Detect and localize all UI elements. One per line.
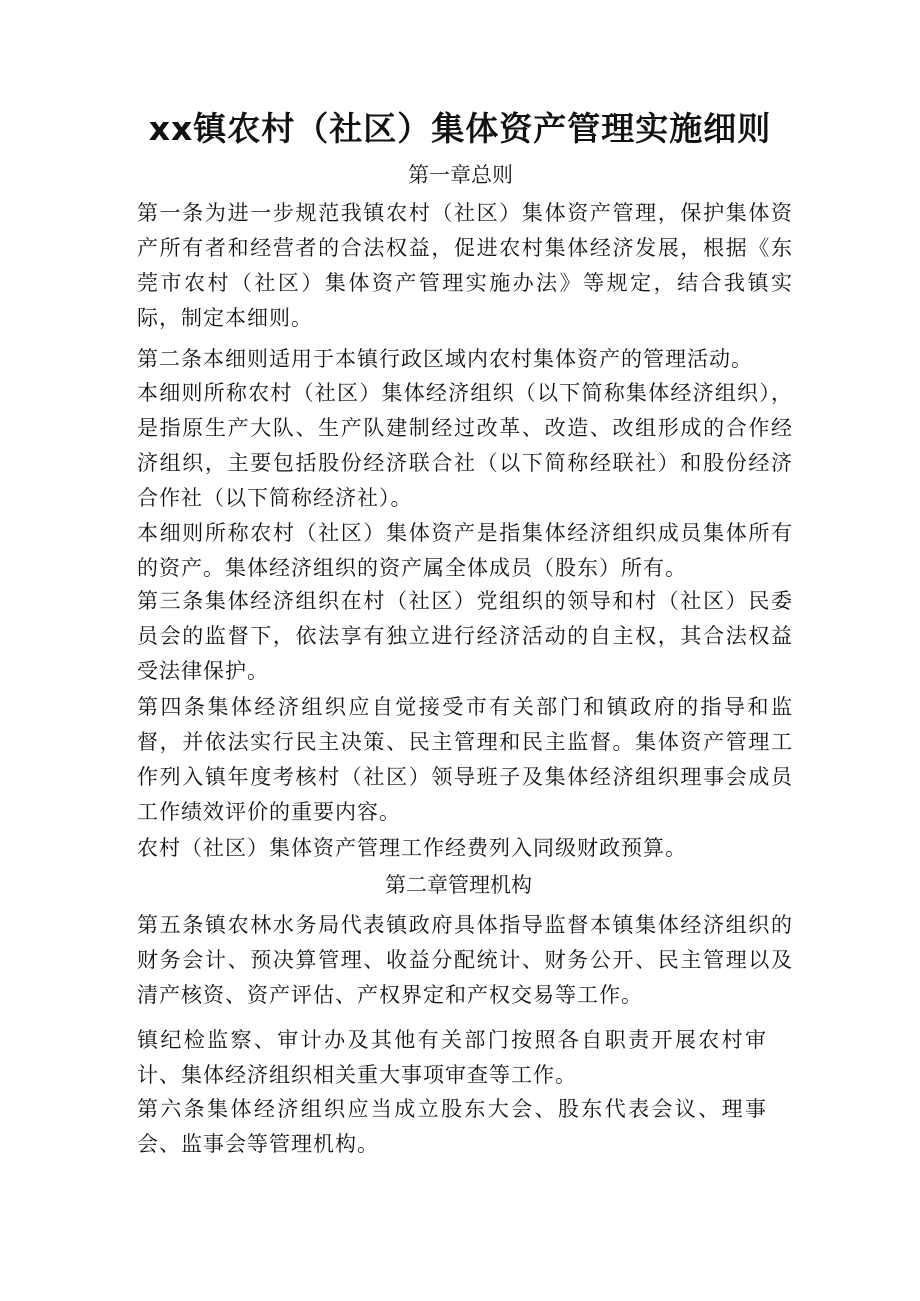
article-6-paragraph: 第六条集体经济组织应当成立股东大会、股东代表会议、理事会、监事会等管理机构。 xyxy=(137,1097,767,1156)
article-4-paragraph: 第四条集体经济组织应自觉接受市有关部门和镇政府的指导和监督，并依法实行民主决策、民主管理和民主监督。集体资产管理工作列入镇年度考核村（社区）领导班子及集体经济组织理事会成员工作绩效评价的重要内容。 xyxy=(137,695,793,824)
article-2-paragraph: 第二条本细则适用于本镇行政区域内农村集体资产的管理活动。 xyxy=(137,347,753,371)
chapter-1-heading: 第一章总则 xyxy=(408,163,513,187)
article-5-audit-paragraph: 镇纪检监察、审计办及其他有关部门按照各自职责开展农村审计、集体经济组织相关重大事项审查等工作。 xyxy=(137,1028,767,1087)
chapter-2-heading: 第二章管理机构 xyxy=(385,873,532,897)
article-3-paragraph: 第三条集体经济组织在村（社区）党组织的领导和村（社区）民委员会的监督下，依法享有独立进行经济活动的自主权，其合法权益受法律保护。 xyxy=(137,589,793,683)
article-4-funding-paragraph: 农村（社区）集体资产管理工作经费列入同级财政预算。 xyxy=(137,836,687,860)
article-1-paragraph: 第一条为进一步规范我镇农村（社区）集体资产管理，保护集体资产所有者和经营者的合法权益，促进农村集体经济发展，根据《东莞市农村（社区）集体资产管理实施办法》等规定，结合我镇实际，制定本细则。 xyxy=(137,201,793,330)
article-2-assets-paragraph: 本细则所称农村（社区）集体资产是指集体经济组织成员集体所有的资产。集体经济组织的资产属全体成员（股东）所有。 xyxy=(137,521,793,580)
document-title: xx镇农村（社区）集体资产管理实施细则 xyxy=(148,109,772,148)
article-2-definition-paragraph: 本细则所称农村（社区）集体经济组织（以下简称集体经济组织），是指原生产大队、生产队建制经过改革、改造、改组形成的合作经济组织，主要包括股份经济联合社（以下简称经联社）和股份经济合作社（以下简称经济社）。 xyxy=(137,381,793,510)
article-5-paragraph: 第五条镇农林水务局代表镇政府具体指导监督本镇集体经济组织的财务会计、预决算管理、收益分配统计、财务公开、民主管理以及清产核资、资产评估、产权界定和产权交易等工作。 xyxy=(137,913,793,1007)
